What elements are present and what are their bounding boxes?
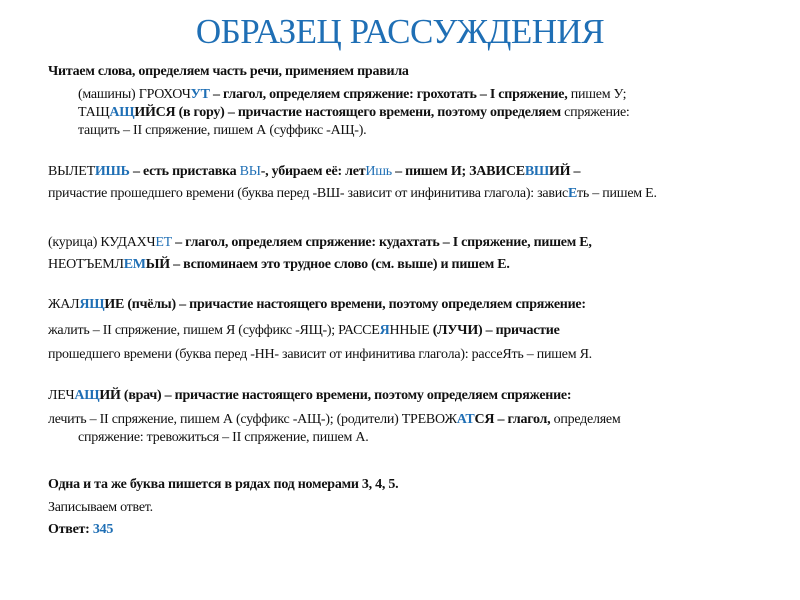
text-segment: причастие прошедшего времени (буква перед -ВШ- зависит от инфинитива глагола): завис: [48, 186, 568, 201]
text-segment: ть – пишем Е.: [577, 186, 657, 201]
text-line: [78, 104, 630, 122]
text-line: [48, 234, 592, 252]
highlighted-morpheme: Е: [567, 186, 578, 201]
text-segment: ЫЙ – вспоминаем это трудное слово (см. выше) и пишем Е.: [145, 257, 510, 272]
text-segment: – есть приставка: [129, 164, 240, 179]
text-segment: Одна и та же буква пишется в рядах под номерами 3, 4, 5.: [48, 477, 399, 492]
text-segment: спряжение: тревожиться – II спряжение, пишем А.: [78, 430, 369, 445]
highlighted-morpheme: ВШ: [524, 164, 550, 179]
text-line: [48, 322, 560, 340]
text-segment: -, убираем её: лет: [260, 164, 366, 179]
text-segment: пишем У;: [567, 87, 627, 102]
text-segment: – пишем И; ЗАВИСЕ: [391, 164, 525, 179]
highlighted-morpheme: ЕМ: [123, 257, 146, 272]
highlighted-morpheme: Я: [379, 323, 390, 338]
text-segment: (курица) КУДАХЧ: [48, 235, 156, 250]
text-line: [48, 346, 592, 364]
text-segment: ЛЕЧ: [48, 388, 75, 403]
highlighted-morpheme: УТ: [190, 87, 210, 102]
text-line: [48, 387, 571, 405]
text-segment: ИЙ –: [549, 164, 581, 179]
text-line: [48, 411, 621, 429]
text-segment: ИЙСЯ (в гору) – причастие настоящего времени, поэтому определяем: [134, 105, 561, 120]
text-line: [48, 499, 153, 517]
text-line: [78, 122, 366, 140]
highlighted-morpheme: Ишь: [365, 164, 392, 179]
text-segment: спряжение:: [560, 105, 630, 120]
answer-line: [48, 521, 113, 539]
highlighted-morpheme: 345: [92, 522, 114, 537]
highlighted-morpheme: АЩ: [109, 105, 135, 120]
text-segment: Ответ:: [48, 522, 93, 537]
text-segment: прошедшего времени (буква перед -НН- зависит от инфинитива глагола): рассеЯть – пишем Я.: [48, 347, 592, 362]
text-segment: определяем: [550, 412, 621, 427]
text-segment: ННЫЕ: [389, 323, 430, 338]
highlighted-morpheme: АТ: [456, 412, 475, 427]
text-segment: – глагол, определяем спряжение: кудахтать – I спряжение, пишем Е,: [171, 235, 592, 250]
text-line: [48, 296, 586, 314]
highlighted-morpheme: ВЫ: [239, 164, 261, 179]
text-segment: ТАЩ: [78, 105, 110, 120]
text-segment: – глагол, определяем спряжение: грохотать – I спряжение,: [209, 87, 568, 102]
text-line: [78, 429, 369, 447]
text-segment: тащить – II спряжение, пишем А (суффикс -АЩ-).: [78, 123, 367, 138]
highlighted-morpheme: ЕТ: [155, 235, 172, 250]
text-line: [48, 163, 580, 181]
text-line: [48, 185, 657, 203]
slide-title: ОБРАЗЕЦ РАССУЖДЕНИЯ: [195, 12, 605, 51]
text-segment: ИЕ (пчёлы) – причастие настоящего времени, поэтому определяем спряжение:: [104, 297, 586, 312]
text-segment: (машины) ГРОХОЧ: [78, 87, 191, 102]
text-segment: ЖАЛ: [48, 297, 80, 312]
text-segment: СЯ – глагол,: [474, 412, 551, 427]
text-segment: Читаем слова, определяем часть речи, применяем правила: [48, 64, 409, 79]
highlighted-morpheme: ЯЩ: [79, 297, 105, 312]
text-line: [78, 86, 626, 104]
text-line: [48, 256, 510, 274]
text-segment: лечить – II спряжение, пишем А (суффикс -АЩ-); (родители) ТРЕВОЖ: [48, 412, 457, 427]
text-segment: ВЫЛЕТ: [48, 164, 95, 179]
highlighted-morpheme: АЩ: [74, 388, 100, 403]
text-segment: (ЛУЧИ) – причастие: [429, 323, 560, 338]
text-segment: НЕОТЪЕМЛ: [48, 257, 124, 272]
text-line: [48, 63, 409, 81]
text-segment: Записываем ответ.: [48, 500, 153, 515]
text-segment: жалить – II спряжение, пишем Я (суффикс -ЯЩ-); РАССЕ: [48, 323, 380, 338]
highlighted-morpheme: ИШЬ: [94, 164, 130, 179]
conclusion-line: [48, 476, 398, 494]
text-segment: ИЙ (врач) – причастие настоящего времени, поэтому определяем спряжение:: [99, 388, 572, 403]
